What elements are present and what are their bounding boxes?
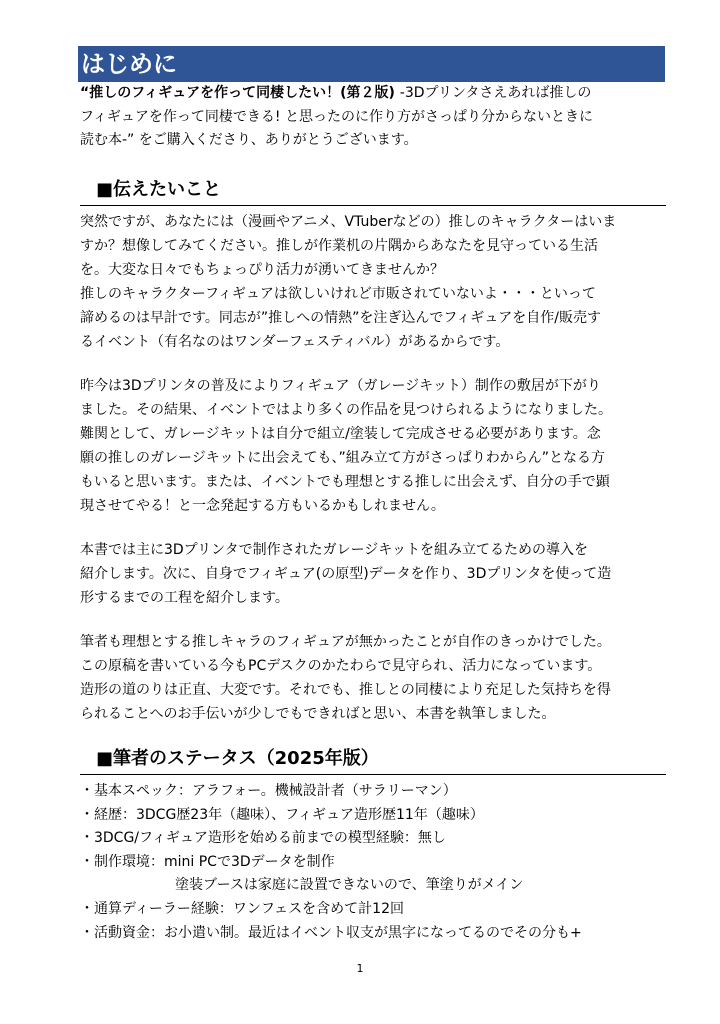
intro-line — [80, 82, 680, 106]
paragraph-line: 願の推しのガレージキットに出会えても、”組み立て方がさっぱりわからん”となる方 — [80, 450, 605, 466]
paragraph-2 — [80, 374, 680, 518]
intro-line: 読む本-” をご購入くださり、ありがとうございます。 — [80, 132, 418, 148]
paragraph-line: られることへのお手伝いが少しでもできればと思い、本書を執筆しました。 — [80, 706, 556, 722]
paragraph-line: 難関として、ガレージキットは自分で組立/塗装して完成させる必要があります。念 — [80, 426, 601, 442]
status-item: ・通算ディーラー経験：ワンフェスを含めて計12回 — [80, 900, 404, 917]
paragraph-line: 形するまでの工程を紹介します。 — [80, 590, 289, 606]
status-item: ・3DCG/フィギュア造形を始める前までの模型経験：無し — [80, 830, 446, 847]
status-item-continuation: 塗装ブースは家庭に設置できないので、筆塗りがメイン — [175, 877, 524, 894]
section-heading: ■筆者のステータス（2025年版） — [80, 746, 666, 775]
status-item: ・基本スペック：アラフォー。機械設計者（サラリーマン） — [80, 783, 457, 799]
paragraph-3 — [80, 538, 680, 610]
paragraph-line: 筆者も理想とする推しキャラのフィギュアが無かったことが自作のきっかけでした。 — [80, 634, 611, 650]
paragraph-4 — [80, 630, 680, 726]
section-heading-message — [80, 177, 666, 206]
paragraph-line: この原稿を書いている今もPCデスクのかたわらで見守られ、活力になっています。 — [80, 658, 602, 674]
paragraph-line: 推しのキャラクターフィギュアは欲しいけれど市販されていないよ・・・といって — [80, 286, 596, 302]
paragraph-line: もいると思います。または、イベントでも理想とする推しに出会えず、自分の手で顕 — [80, 474, 610, 490]
paragraph-line: ました。その結果、イベントではより多くの作品を見つけられるようになりました。 — [80, 402, 612, 418]
paragraph-line: 昨今は3Dプリンタの普及によりフィギュア（ガレージキット）制作の敷居が下がり — [80, 378, 601, 394]
status-item: ・経歴：3DCG歴23年（趣味）、フィギュア造形歴11年（趣味） — [80, 806, 484, 823]
paragraph-line: るイベント（有名なのはワンダーフェスティバル）があるからです。 — [80, 334, 510, 350]
paragraph-1 — [80, 210, 680, 354]
status-item: ・制作環境：mini PCで3Dデータを制作 — [80, 853, 335, 870]
paragraph-line: 現させてやる！と一念発起する方もいるかもしれません。 — [80, 498, 445, 514]
paragraph-line: 本書では主に3Dプリンタで制作されたガレージキットを組み立てるための導入を — [80, 542, 589, 558]
intro-paragraph — [80, 82, 680, 153]
section-heading-status — [80, 746, 666, 775]
book-title-text: “推しのフィギュアを作って同棲したい！(第２版) — [80, 85, 400, 101]
paragraph-line: すか？想像してみてください。推しが作業机の片隅からあなたを見守っている生活 — [80, 238, 598, 254]
intro-line-rest: -3Dプリンタさえあれば推しの — [399, 85, 592, 101]
chapter-title: はじめに — [78, 46, 665, 82]
paragraph-line: 諦めるのは早計です。同志が”推しへの情熱”を注ぎ込んでフィギュアを自作/販売す — [80, 310, 601, 326]
paragraph-line: 造形の道のりは正直、大変です。それでも、推しとの同棲により充足した気持ちを得 — [80, 682, 611, 698]
intro-line: フィギュアを作って同棲できる! と思ったのに作り方がさっぱり分からないときに — [80, 108, 593, 125]
paragraph-line: を。大変な日々でもちょっぴり活力が湧いてきませんか？ — [80, 262, 444, 278]
section-heading: ■伝えたいこと — [80, 177, 666, 206]
paragraph-line: 紹介します。次に、自身でフィギュア(の原型)データを作り、3Dプリンタを使って造 — [80, 566, 612, 582]
page-number: 1 — [356, 962, 364, 975]
status-list — [80, 780, 680, 945]
paragraph-line: 突然ですが、あなたには（漫画やアニメ、VTuberなどの）推しのキャラクターはいま — [80, 214, 617, 230]
status-item: ・活動資金：お小遣い制。最近はイベント収支が黒字になってるのでその分も+ — [80, 924, 582, 941]
